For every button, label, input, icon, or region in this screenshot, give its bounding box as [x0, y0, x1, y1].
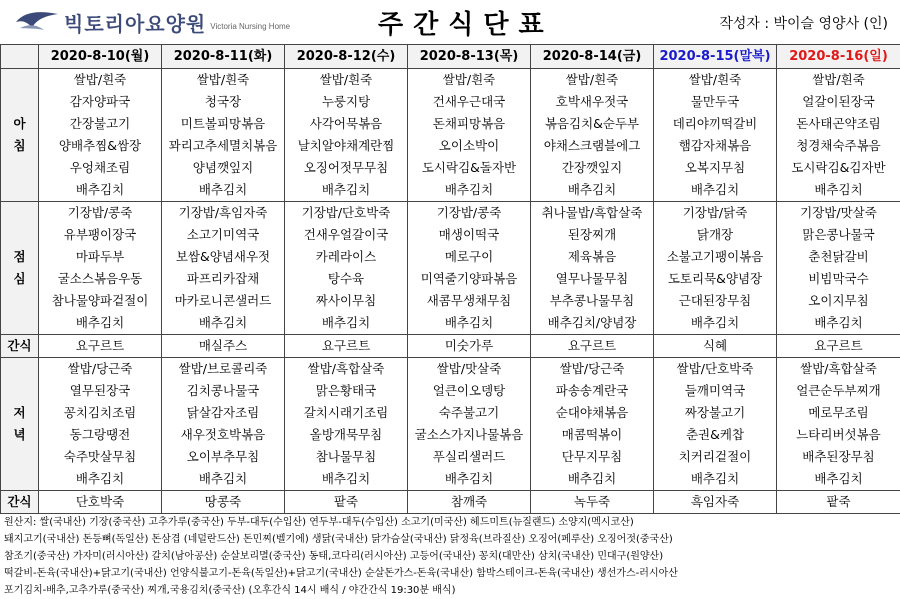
dish-item: 배추김치: [162, 179, 284, 201]
snack-cell: 식혜: [654, 335, 777, 358]
menu-cell: [408, 358, 531, 491]
snack-cell: 흑임자죽: [654, 491, 777, 514]
origin-note-line: 떡갈비-돈육(국내산)+닭고기(국내산) 언양식불고기-돈육(독일산)+닭고기(국내산) 순살돈가스-돈육(국내산) 함박스테이크-돈육(국내산) 생선가스-러시아산: [4, 565, 896, 582]
dish-item: 배추김치: [39, 312, 161, 334]
dish-item: 짜장불고기: [654, 402, 776, 424]
dish-item: 참나물무침: [285, 446, 407, 468]
date-header-row: [1, 45, 900, 69]
menu-cell: [162, 69, 285, 202]
dish-item: 쌀밥/흰죽: [654, 69, 776, 91]
snack-cell: 요구르트: [285, 335, 408, 358]
snack-label: [1, 335, 39, 358]
dish-item: 누룽지탕: [285, 91, 407, 113]
menu-cell: [654, 69, 777, 202]
snack-cell: 요구르트: [39, 335, 162, 358]
menu-cell: [408, 202, 531, 335]
origin-note-line: 돼지고기(국내산) 돈등뼈(독일산) 돈삼겹 (네덜란드산) 돈민찌(벨기에) 생닭(국내산) 닭가슴살(국내산) 닭정육(브라질산) 오징어(페루산) 오징어젓(중국산): [4, 531, 896, 548]
dish-item: 청경채숙주볶음: [777, 135, 900, 157]
logo-name: 빅토리아요양원: [64, 8, 206, 37]
origin-note-line: 원산지: 쌀(국내산) 기장(중국산) 고추가루(중국산) 두부-대두(수입산) 연두부-대두(수입산) 소고기(미국산) 헤드미트(뉴질랜드) 소양지(멕시코산): [4, 514, 896, 531]
dish-item: 메로구이: [408, 246, 530, 268]
dish-item: 부추콩나물무침: [531, 290, 653, 312]
dish-item: 꽁치김치조림: [39, 402, 161, 424]
menu-cell: [39, 358, 162, 491]
dish-item: 기장밥/맛살죽: [777, 202, 900, 224]
dish-item: 배추김치: [162, 312, 284, 334]
snack-row: [1, 491, 900, 514]
dish-item: 쌀밥/흰죽: [162, 69, 284, 91]
menu-cell: [531, 69, 654, 202]
dish-item: 기장밥/흑임자죽: [162, 202, 284, 224]
date-header-3: 2020-8-12(수): [285, 45, 408, 69]
page-title: 주간식단표: [378, 4, 554, 41]
menu-cell: [654, 202, 777, 335]
dish-item: 쌀밥/흑합살죽: [285, 358, 407, 380]
dish-item: 닭개장: [654, 224, 776, 246]
dish-item: 마파두부: [39, 246, 161, 268]
dish-item: 탕수육: [285, 268, 407, 290]
dish-item: 배추된장무침: [777, 446, 900, 468]
menu-cell: [777, 358, 900, 491]
snack-label: [1, 491, 39, 514]
meal-label-char: 점: [1, 246, 38, 268]
snack-cell: 요구르트: [531, 335, 654, 358]
dish-item: 배추김치: [531, 468, 653, 490]
dish-item: 굴소스가지나물볶음: [408, 424, 530, 446]
dish-item: 쌀밥/흰죽: [39, 69, 161, 91]
dish-item: 미트볼피망볶음: [162, 113, 284, 135]
dish-item: 소고기미역국: [162, 224, 284, 246]
dish-item: 쌀밥/흰죽: [777, 69, 900, 91]
dish-item: 새우젓호박볶음: [162, 424, 284, 446]
dish-item: 쌀밥/맛살죽: [408, 358, 530, 380]
dish-item: 비빔막국수: [777, 268, 900, 290]
menu-cell: [531, 358, 654, 491]
meal-label: [1, 69, 39, 202]
dish-item: 굴소스볶음우동: [39, 268, 161, 290]
dish-item: 돈채피망볶음: [408, 113, 530, 135]
dish-item: 쌀밥/흰죽: [531, 69, 653, 91]
dish-item: 김치콩나물국: [162, 380, 284, 402]
meal-label-char: 심: [1, 268, 38, 290]
dish-item: 건새우얼갈이국: [285, 224, 407, 246]
dish-item: 쌀밥/단호박죽: [654, 358, 776, 380]
dish-item: 숙주맛살무침: [39, 446, 161, 468]
snack-cell: 팥죽: [285, 491, 408, 514]
weekly-menu-table: [0, 44, 900, 514]
meal-label: [1, 358, 39, 491]
dish-item: 얼큰이오뎅탕: [408, 380, 530, 402]
dish-item: 푸실리샐러드: [408, 446, 530, 468]
dish-item: 파송송계란국: [531, 380, 653, 402]
menu-cell: [654, 358, 777, 491]
dish-item: 배추김치: [777, 312, 900, 334]
date-header-1: 2020-8-10(월): [39, 45, 162, 69]
dish-item: 참나물양파겉절이: [39, 290, 161, 312]
dish-item: 매콤떡볶이: [531, 424, 653, 446]
meal-label-char: 간식: [7, 338, 31, 353]
meal-label-char: 아: [1, 113, 38, 135]
dish-item: 햄감자채볶음: [654, 135, 776, 157]
dish-item: 배추김치: [654, 312, 776, 334]
dish-item: 야채스크램블에그: [531, 135, 653, 157]
dish-item: 쌀밥/브로콜리죽: [162, 358, 284, 380]
menu-cell: [162, 202, 285, 335]
dish-item: 맑은콩나물국: [777, 224, 900, 246]
menu-cell: [285, 69, 408, 202]
snack-cell: 참깨죽: [408, 491, 531, 514]
dish-item: 닭살감자조림: [162, 402, 284, 424]
dish-item: 열무된장국: [39, 380, 161, 402]
dish-item: 쌀밥/흑합살죽: [777, 358, 900, 380]
dish-item: 올방개묵무침: [285, 424, 407, 446]
origin-notes: [4, 514, 896, 599]
dish-item: 들깨미역국: [654, 380, 776, 402]
dish-item: 청국장: [162, 91, 284, 113]
dish-item: 순대야채볶음: [531, 402, 653, 424]
dish-item: 새콤무생채무침: [408, 290, 530, 312]
snack-cell: 땅콩죽: [162, 491, 285, 514]
page-header: [0, 0, 900, 44]
dish-item: 숙주불고기: [408, 402, 530, 424]
dish-item: 물만두국: [654, 91, 776, 113]
dish-item: 배추김치: [654, 468, 776, 490]
snack-cell: 미숫가루: [408, 335, 531, 358]
dish-item: 유부팽이장국: [39, 224, 161, 246]
meal-row: [1, 69, 900, 202]
dish-item: 쌀밥/당근죽: [531, 358, 653, 380]
menu-cell: [39, 202, 162, 335]
dish-item: 춘권&케찹: [654, 424, 776, 446]
dish-item: 배추김치: [531, 179, 653, 201]
menu-cell: [777, 69, 900, 202]
dish-item: 파프리카잡채: [162, 268, 284, 290]
dish-item: 배추김치: [654, 179, 776, 201]
dish-item: 쌀밥/흰죽: [408, 69, 530, 91]
menu-cell: [408, 69, 531, 202]
dish-item: 치커리겉절이: [654, 446, 776, 468]
dish-item: 얼큰순두부찌개: [777, 380, 900, 402]
dish-item: 쌀밥/흰죽: [285, 69, 407, 91]
dish-item: 기장밥/단호박죽: [285, 202, 407, 224]
dish-item: 춘천닭갈비: [777, 246, 900, 268]
dish-item: 배추김치: [408, 312, 530, 334]
dish-item: 기장밥/콩죽: [408, 202, 530, 224]
dish-item: 메로무조림: [777, 402, 900, 424]
dish-item: 기장밥/닭죽: [654, 202, 776, 224]
dish-item: 단무지무침: [531, 446, 653, 468]
logo: [14, 6, 290, 38]
bird-logo-icon: [14, 8, 60, 36]
menu-cell: [162, 358, 285, 491]
dish-item: 오이부추무침: [162, 446, 284, 468]
dish-item: 근대된장무침: [654, 290, 776, 312]
snack-row: [1, 335, 900, 358]
meal-label-char: 저: [1, 402, 38, 424]
meal-label-char: 침: [1, 135, 38, 157]
date-header-5: 2020-8-14(금): [531, 45, 654, 69]
dish-item: 건새우근대국: [408, 91, 530, 113]
dish-item: 배추김치: [162, 468, 284, 490]
dish-item: 돈사태곤약조림: [777, 113, 900, 135]
menu-cell: [285, 202, 408, 335]
snack-cell: 팥죽: [777, 491, 900, 514]
dish-item: 갈치시래기조림: [285, 402, 407, 424]
dish-item: 소불고기팽이볶음: [654, 246, 776, 268]
date-header-4: 2020-8-13(목): [408, 45, 531, 69]
dish-item: 카레라이스: [285, 246, 407, 268]
dish-item: 마카로니콘샐러드: [162, 290, 284, 312]
dish-item: 도시락김&돌자반: [408, 157, 530, 179]
dish-item: 오이소박이: [408, 135, 530, 157]
dish-item: 데리야끼떡갈비: [654, 113, 776, 135]
dish-item: 감자양파국: [39, 91, 161, 113]
date-header-2: 2020-8-11(화): [162, 45, 285, 69]
date-header-7: 2020-8-16(일): [777, 45, 900, 69]
dish-item: 도시락김&김자반: [777, 157, 900, 179]
dish-item: 배추김치: [39, 179, 161, 201]
dish-item: 양배추찜&쌈장: [39, 135, 161, 157]
dish-item: 볶음김치&순두부: [531, 113, 653, 135]
date-header-6: 2020-8-15(말복): [654, 45, 777, 69]
dish-item: 꽈리고추세멸치볶음: [162, 135, 284, 157]
logo-subtitle: Victoria Nursing Home: [210, 22, 290, 31]
dish-item: 제육볶음: [531, 246, 653, 268]
menu-cell: [777, 202, 900, 335]
snack-cell: 요구르트: [777, 335, 900, 358]
dish-item: 양념깻잎지: [162, 157, 284, 179]
dish-item: 우엉채조림: [39, 157, 161, 179]
snack-cell: 단호박죽: [39, 491, 162, 514]
dish-item: 배추김치: [39, 468, 161, 490]
dish-item: 간장불고기: [39, 113, 161, 135]
dish-item: 배추김치: [408, 468, 530, 490]
meal-label-char: 녁: [1, 424, 38, 446]
meal-row: [1, 202, 900, 335]
origin-note-line: 참조기(중국산) 가자미(러시아산) 갈치(남아공산) 순살보리멸(중국산) 동태,코다리(러시아산) 고등어(국내산) 꽁치(대만산) 삼치(국내산) 민대구(원양산): [4, 548, 896, 565]
dish-item: 된장찌개: [531, 224, 653, 246]
dish-item: 호박새우젓국: [531, 91, 653, 113]
dish-item: 얼갈이된장국: [777, 91, 900, 113]
dish-item: 느타리버섯볶음: [777, 424, 900, 446]
meal-label: [1, 202, 39, 335]
menu-cell: [39, 69, 162, 202]
menu-cell: [285, 358, 408, 491]
menu-cell: [531, 202, 654, 335]
dish-item: 배추김치: [408, 179, 530, 201]
dish-item: 날치알야채계란찜: [285, 135, 407, 157]
dish-item: 도토리묵&양념장: [654, 268, 776, 290]
dish-item: 취나물밥/흑합살죽: [531, 202, 653, 224]
origin-note-line: 포기김치-배추,고추가루(중국산) 찌개,국용김치(중국산) (오후간식 14시 배식 / 야간간식 19:30분 배식): [4, 582, 896, 599]
dish-item: 오징어젓무무침: [285, 157, 407, 179]
dish-item: 오복지무침: [654, 157, 776, 179]
dish-item: 짜사이무침: [285, 290, 407, 312]
dish-item: 배추김치: [285, 468, 407, 490]
dish-item: 배추김치: [285, 312, 407, 334]
dish-item: 기장밥/콩죽: [39, 202, 161, 224]
dish-item: 쌀밥/당근죽: [39, 358, 161, 380]
dish-item: 미역줄기양파볶음: [408, 268, 530, 290]
dish-item: 간장깻잎지: [531, 157, 653, 179]
dish-item: 배추김치: [777, 179, 900, 201]
dish-item: 동그랑땡전: [39, 424, 161, 446]
meal-row: [1, 358, 900, 491]
dish-item: 사각어묵볶음: [285, 113, 407, 135]
corner-cell: [1, 45, 39, 69]
meal-label-char: 간식: [7, 494, 31, 509]
snack-cell: 매실주스: [162, 335, 285, 358]
author-line: 작성자 : 박이슬 영양사 (인): [719, 13, 888, 33]
dish-item: 맑은황태국: [285, 380, 407, 402]
snack-cell: 녹두죽: [531, 491, 654, 514]
dish-item: 보쌈&양념새우젓: [162, 246, 284, 268]
dish-item: 배추김치: [777, 468, 900, 490]
dish-item: 오이지무침: [777, 290, 900, 312]
dish-item: 매생이떡국: [408, 224, 530, 246]
dish-item: 배추김치: [285, 179, 407, 201]
dish-item: 열무나물무침: [531, 268, 653, 290]
dish-item: 배추김치/양념장: [531, 312, 653, 334]
